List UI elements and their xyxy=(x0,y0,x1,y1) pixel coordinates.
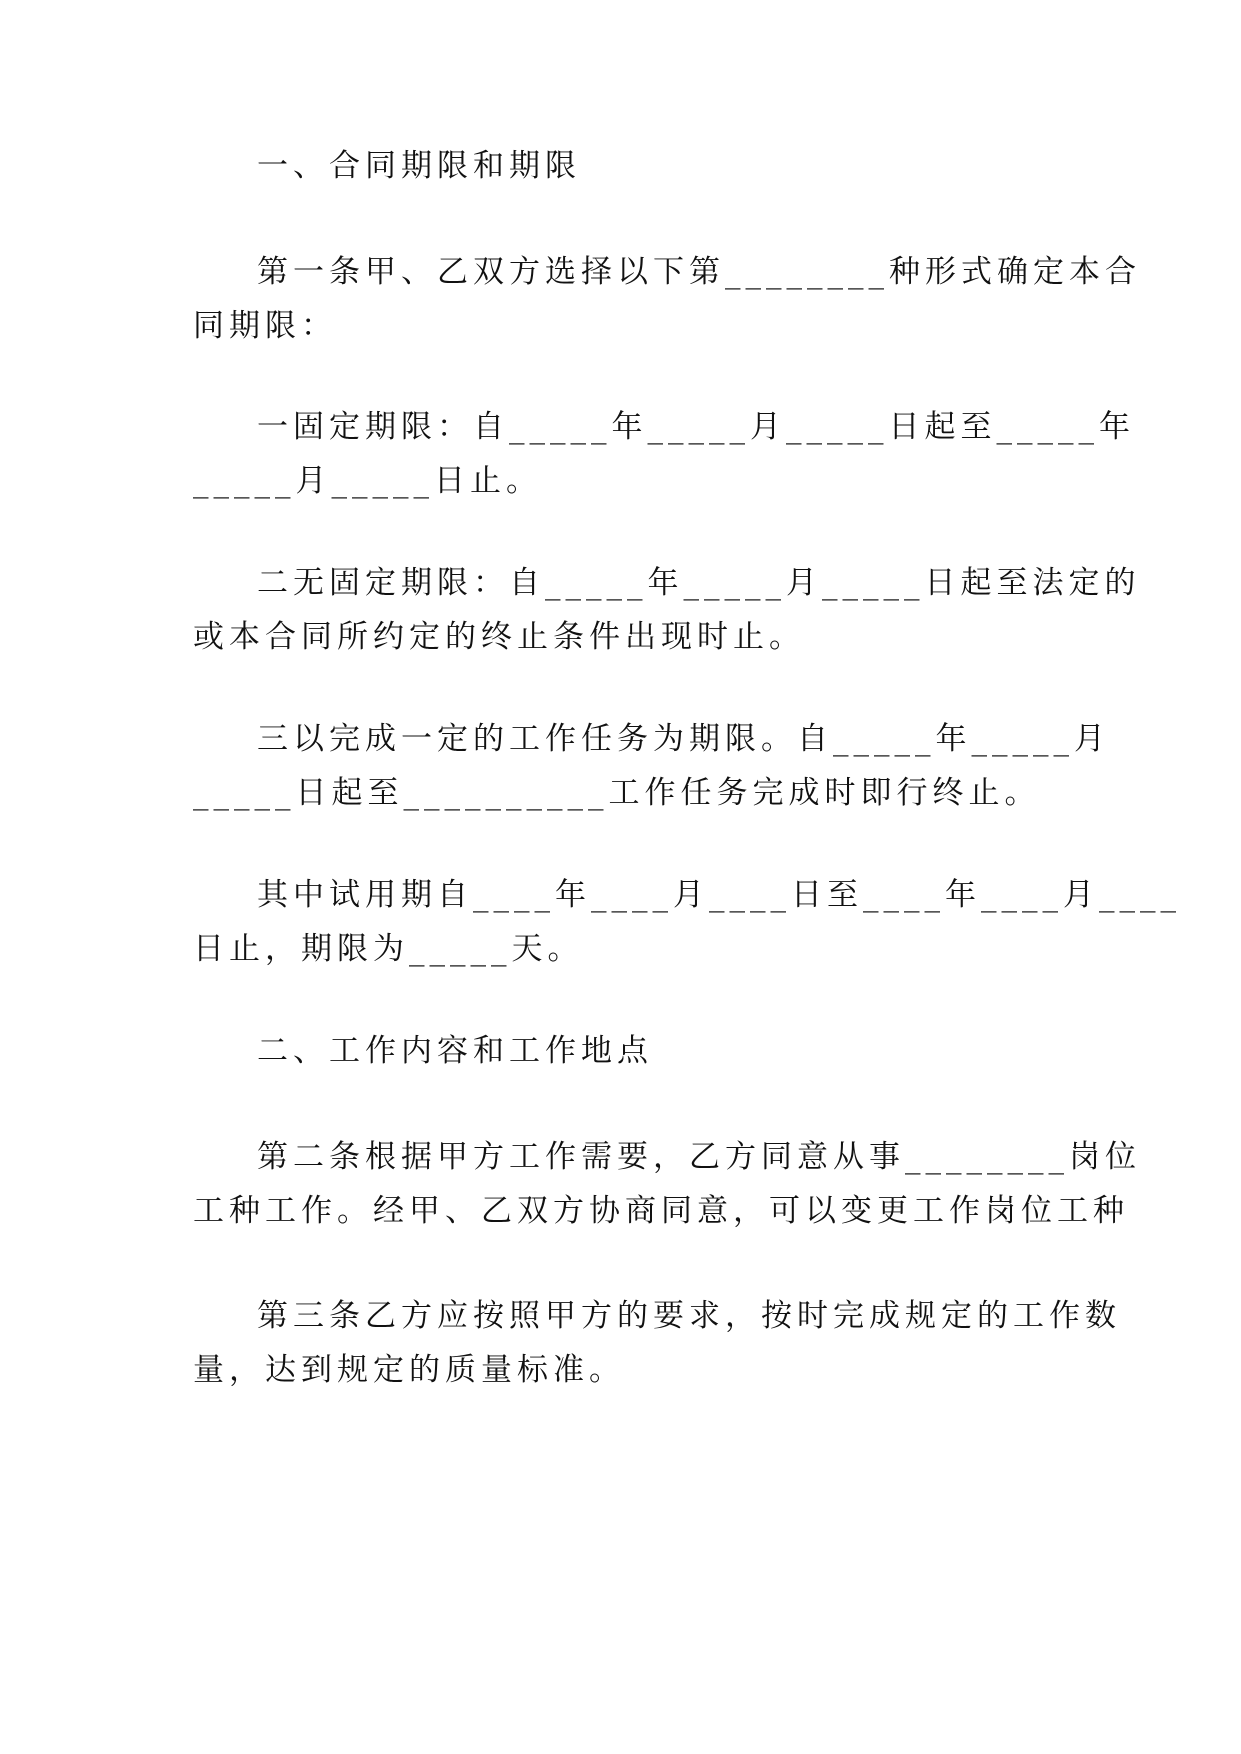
article-3-line-2: 量，达到规定的质量标准。 xyxy=(193,1352,625,1388)
task-term-line-1: 三以完成一定的工作任务为期限。自_____年_____月 xyxy=(257,721,1110,757)
probation-line-1: 其中试用期自____年____月____日至____年____月____ xyxy=(257,877,1181,913)
fixed-term-line-1: 一固定期限：自_____年_____月_____日起至_____年 xyxy=(257,409,1135,445)
article-1-line-2: 同期限： xyxy=(193,308,337,344)
open-term-line-2: 或本合同所约定的终止条件出现时止。 xyxy=(193,619,805,655)
task-term-line-2: _____日起至__________工作任务完成时即行终止。 xyxy=(193,775,1041,811)
article-3-line-1: 第三条乙方应按照甲方的要求，按时完成规定的工作数 xyxy=(257,1298,1121,1334)
article-2-line-1: 第二条根据甲方工作需要，乙方同意从事________岗位 xyxy=(257,1139,1141,1175)
section-heading-contract-term: 一、合同期限和期限 xyxy=(257,148,581,184)
article-1-line-1: 第一条甲、乙双方选择以下第________种形式确定本合 xyxy=(257,254,1141,290)
fixed-term-line-2: _____月_____日止。 xyxy=(193,463,542,499)
open-term-line-1: 二无固定期限：自_____年_____月_____日起至法定的 xyxy=(257,565,1141,601)
section-heading-work-content: 二、工作内容和工作地点 xyxy=(257,1033,653,1069)
probation-line-2: 日止，期限为_____天。 xyxy=(193,931,584,967)
article-2-line-2: 工种工作。经甲、乙双方协商同意，可以变更工作岗位工种 xyxy=(193,1193,1129,1229)
